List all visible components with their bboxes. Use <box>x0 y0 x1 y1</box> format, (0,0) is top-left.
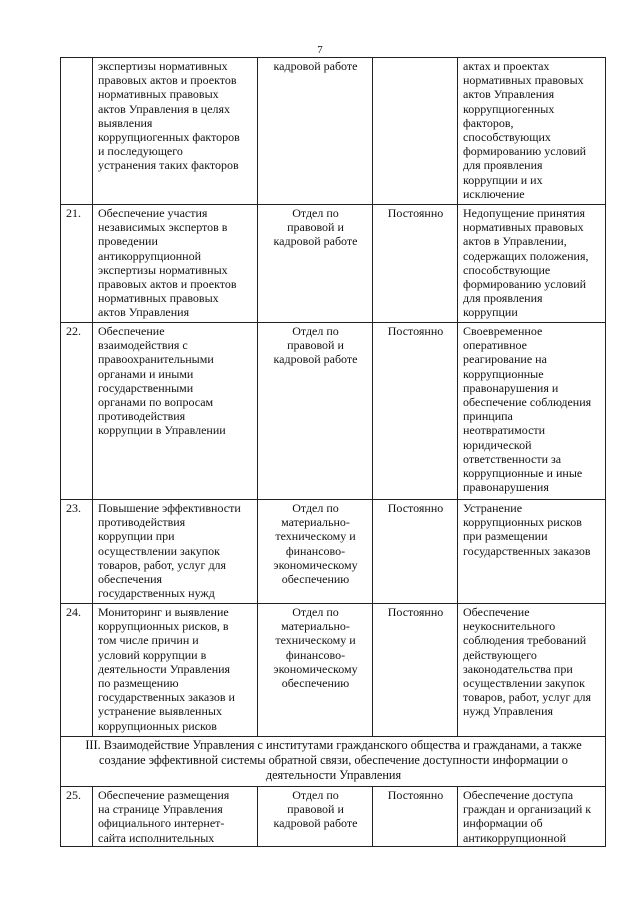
result-cell: Своевременное оперативное реагирование на коррупционные правонарушения и обеспечение соблюдения принципа неотвратимости юридической ответственности за коррупционные и иные правонарушения <box>458 323 606 500</box>
term-cell <box>373 58 458 205</box>
row-number: 22. <box>61 323 93 500</box>
result-cell: Недопущение принятия нормативных правовых актов в Управлении, содержащих положения, способствующие формированию условий для проявления коррупции <box>458 205 606 323</box>
term-cell: Постоянно <box>373 500 458 604</box>
table-row <box>61 323 606 500</box>
table-row <box>61 58 606 205</box>
responsible-cell: Отдел по правовой и кадровой работе <box>258 787 373 847</box>
result-cell: Устранение коррупционных рисков при размещении государственных заказов <box>458 500 606 604</box>
page-number: 7 <box>317 44 323 56</box>
anticorruption-plan-table <box>60 57 606 847</box>
row-number: 24. <box>61 604 93 737</box>
action-cell: Повышение эффективности противодействия коррупции при осуществлении закупок товаров, работ, услуг для обеспечения государственных нужд <box>93 500 258 604</box>
action-cell: Обеспечение размещения на странице Управления официального интернет- сайта исполнительных <box>93 787 258 847</box>
table-row <box>61 787 606 847</box>
row-number <box>61 58 93 205</box>
responsible-cell: Отдел по материально- техническому и финансово- экономическому обеспечению <box>258 604 373 737</box>
term-cell: Постоянно <box>373 787 458 847</box>
result-cell: Обеспечение доступа граждан и организаций к информации об антикоррупционной <box>458 787 606 847</box>
section-heading-row <box>61 737 606 787</box>
row-number: 23. <box>61 500 93 604</box>
result-cell: Обеспечение неукоснительного соблюдения требований действующего законодательства при осуществлении закупок товаров, работ, услуг для нужд Управления <box>458 604 606 737</box>
action-cell: Мониторинг и выявление коррупционных рисков, в том числе причин и условий коррупции в деятельности Управления по размещению государственных заказов и устранение выявленных коррупционных рисков <box>93 604 258 737</box>
table-row <box>61 500 606 604</box>
responsible-cell: Отдел по правовой и кадровой работе <box>258 205 373 323</box>
action-cell: Обеспечение взаимодействия с правоохранительными органами и иными государственными органами по вопросам противодействия коррупции в Управлении <box>93 323 258 500</box>
section-heading: III. Взаимодействие Управления с институтами гражданского общества и гражданами, а также создание эффективной системы обратной связи, обеспечение доступности информации о деятельности Управления <box>61 737 606 787</box>
row-number: 21. <box>61 205 93 323</box>
responsible-cell: кадровой работе <box>258 58 373 205</box>
table-row <box>61 205 606 323</box>
row-number: 25. <box>61 787 93 847</box>
term-cell: Постоянно <box>373 323 458 500</box>
action-cell: Обеспечение участия независимых экспертов в проведении антикоррупционной экспертизы нормативных правовых актов и проектов нормативных правовых актов Управления <box>93 205 258 323</box>
responsible-cell: Отдел по материально- техническому и финансово- экономическому обеспечению <box>258 500 373 604</box>
table-row <box>61 604 606 737</box>
term-cell: Постоянно <box>373 205 458 323</box>
action-cell: экспертизы нормативных правовых актов и проектов нормативных правовых актов Управления в целях выявления коррупциогенных факторов и последующего устранения таких факторов <box>93 58 258 205</box>
responsible-cell: Отдел по правовой и кадровой работе <box>258 323 373 500</box>
result-cell: актах и проектах нормативных правовых актов Управления коррупциогенных факторов, способствующих формированию условий для проявления коррупции и их исключение <box>458 58 606 205</box>
term-cell: Постоянно <box>373 604 458 737</box>
